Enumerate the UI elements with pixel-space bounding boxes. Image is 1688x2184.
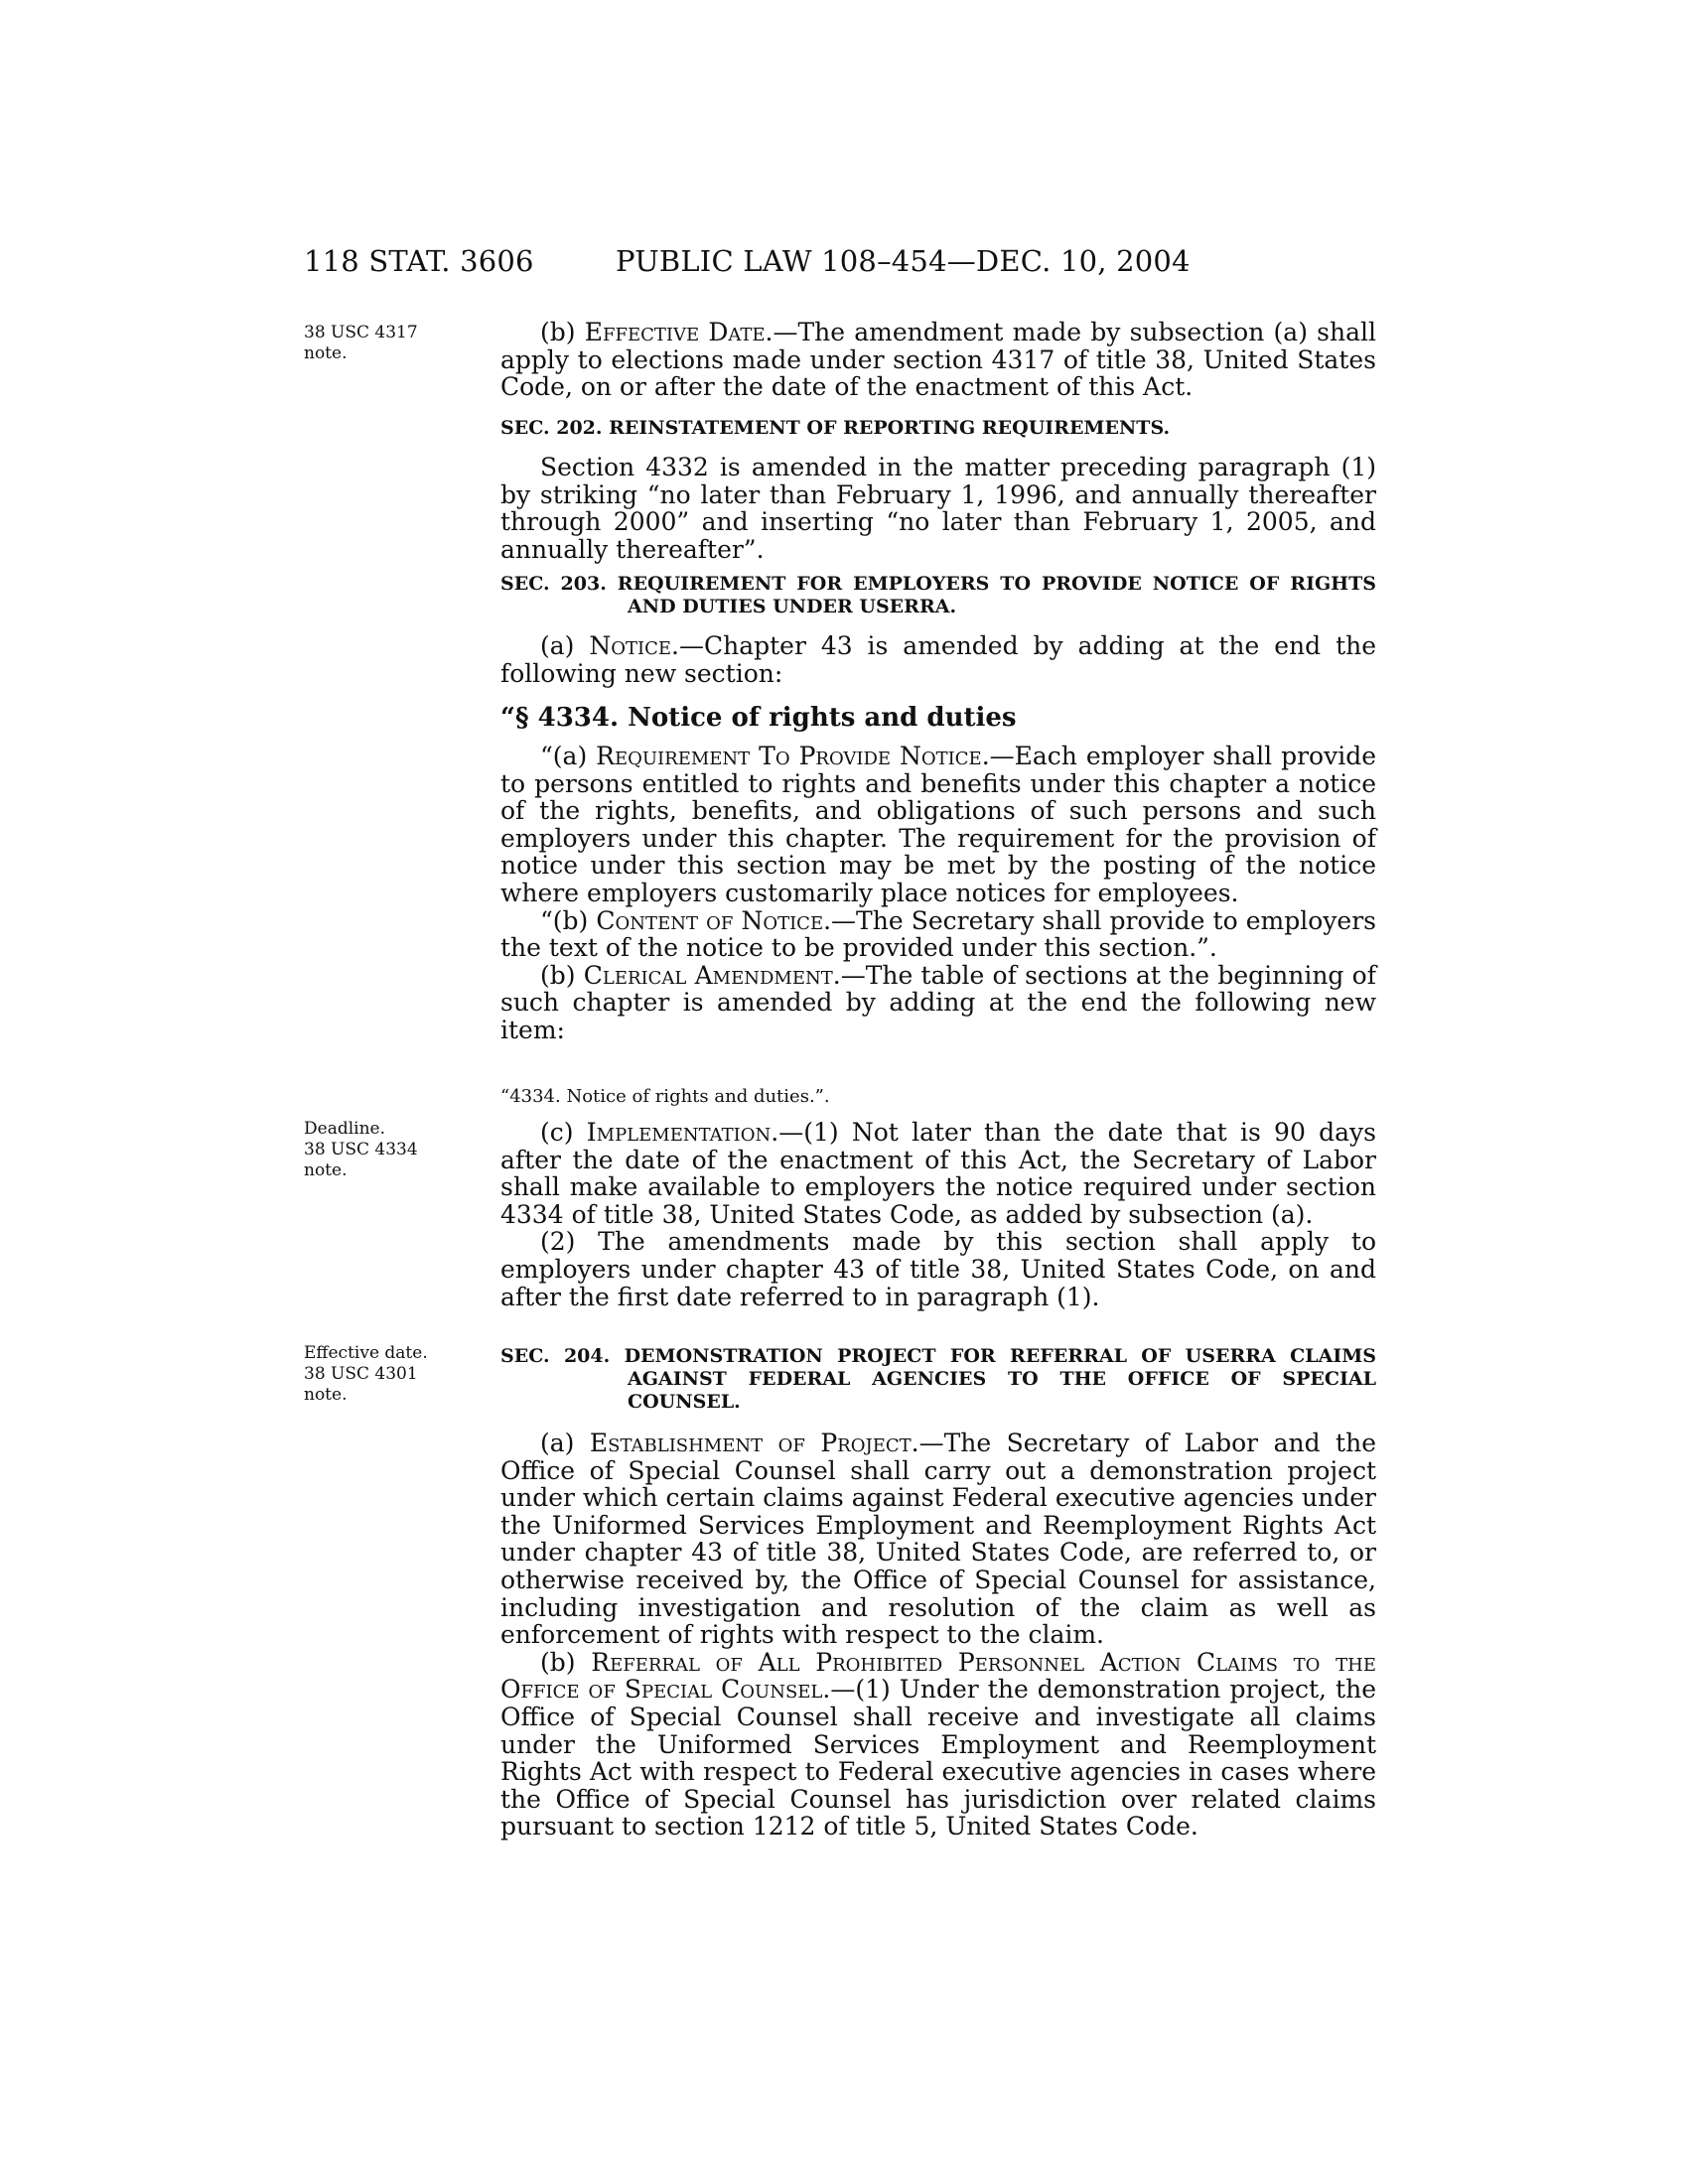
section-4334-heading: “§ 4334. Notice of rights and duties: [500, 703, 1017, 733]
margin-note-4317: 38 USC 4317 note.: [304, 323, 418, 363]
margin-note-effective-date: Effective date. 38 USC 4301 note.: [304, 1343, 428, 1405]
section-203-heading: SEC. 203. REQUIREMENT FOR EMPLOYERS TO PROVIDE NOTICE OF RIGHTS AND DUTIES UNDER USERRA.: [500, 573, 1376, 617]
paragraph-notice: (a) Notice.—Chapter 43 is amended by adding at the end the following new section:: [500, 631, 1377, 688]
section-202-text: Section 4332 is amended in the matter preceding paragraph (1) by striking “no later than February 1, 1996, and annually thereafter through 2000” and inserting “no later than February 1, 2005, and annually thereafter”.: [500, 453, 1376, 564]
section-204-heading: SEC. 204. DEMONSTRATION PROJECT FOR REFERRAL OF USERRA CLAIMS AGAINST FEDERAL AGENCIES TO THE OFFICE OF SPECIAL COUNSEL.: [500, 1345, 1376, 1413]
margin-note-deadline: Deadline. 38 USC 4334 note.: [304, 1119, 418, 1180]
page-stat-number: 118 STAT. 3606: [304, 244, 534, 278]
table-of-sections-item: “4334. Notice of rights and duties.”.: [500, 1086, 830, 1107]
section-202-heading: SEC. 202. REINSTATEMENT OF REPORTING REQUIREMENTS.: [500, 417, 1171, 439]
paragraph-effective-date: (b) Effective Date.—The amendment made by subsection (a) shall apply to elections made under section 4317 of title 38, United States Code, on or after the date of the enactment of this Act.: [500, 318, 1376, 402]
section-4334-body: “(a) Requirement To Provide Notice.—Each employer shall provide to persons entitled to rights and benefits under this chapter a notice of the rights, benefits, and obligations of such persons and such employers under this chapter. The requirement for the provision of notice under this section may be met by the posting of the notice where employers customarily place notices for employees. “(b) Content of Notice.—The Secretary shall provide to employers the text of the notice to be provided under this section.”. (b) Clerical Amendment.—The table of sections at the beginning of such chapter is amended by adding at the end the following new item:: [500, 742, 1377, 1044]
running-header: PUBLIC LAW 108–454—DEC. 10, 2004: [616, 244, 1191, 278]
section-204-body: (a) Establishment of Project.—The Secretary of Labor and the Office of Special Counsel shall carry out a demonstration project under which certain claims against Federal executive agencies under the Uniformed Services Employment and Reemployment Rights Act under chapter 43 of title 38, United States Code, are referred to, or otherwise received by, the Office of Special Counsel for assistance, including investigation and resolution of the claim as well as enforcement of rights with respect to the claim. (b) Referral of All Prohibited Personnel Action Claims to the Office of Special Counsel.—(1) Under the demonstration project, the Office of Special Counsel shall receive and investigate all claims under the Uniformed Services Employment and Reemployment Rights Act with respect to Federal executive agencies in cases where the Office of Special Counsel has jurisdiction over related claims pursuant to section 1212 of title 5, United States Code.: [500, 1429, 1377, 1842]
paragraph-implementation: (c) Implementation.—(1) Not later than the date that is 90 days after the date of the enactment of this Act, the Secretary of Labor shall make available to employers the notice required under section 4334 of title 38, United States Code, as added by subsection (a). (2) The amendments made by this section shall apply to employers under chapter 43 of title 38, United States Code, on and after the first date referred to in paragraph (1).: [500, 1118, 1376, 1311]
